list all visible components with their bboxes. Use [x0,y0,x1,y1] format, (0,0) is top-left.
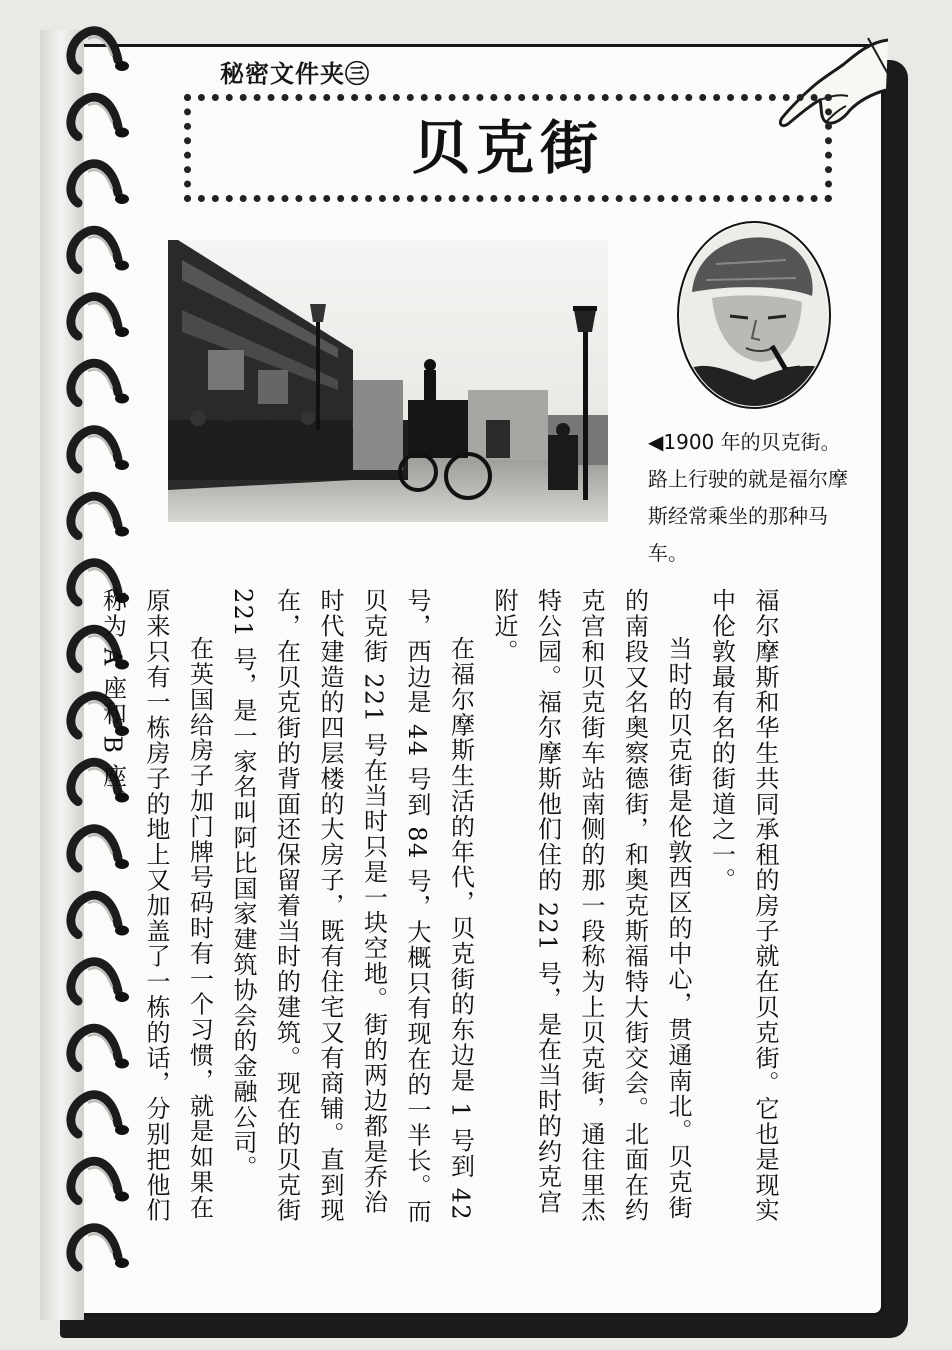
folder-label: 秘密文件夹㊂ [220,60,370,88]
binding-hole [115,261,129,271]
page-title: 贝克街 [411,114,604,182]
binding-hole [115,194,129,204]
binding-hole [115,61,129,71]
binding-hole [115,394,129,404]
binding-hole [115,460,129,470]
street-scene-photo [168,240,608,522]
binding-hole [115,327,129,337]
paragraph-2: 当时的贝克街是伦敦西区的中心，贯通南北。贝克街的南段又名奥察德街，和奥克斯福特大街交会。北面在约克宫和贝克街车站南侧的那一段称为上贝克街，通往里杰特公园。福尔摩斯他们住的 221 号，是在当时的约克宫附近。 [490,588,692,1223]
paragraph-1: 福尔摩斯和华生共同承租的房子就在贝克街。它也是现实中伦敦最有名的街道之一。 [707,588,779,1223]
photo-caption: ◀1900 年的贝克街。路上行驶的就是福尔摩斯经常乘坐的那种马车。 [648,430,848,565]
binding-hole [115,1258,129,1268]
article-body [98,588,786,1238]
binding-hole [115,527,129,537]
paragraph-4: 在英国给房子加门牌号码时有一个习惯，就是如果在原来只有一栋房子的地上又加盖了一栋的话，分别把他们称为 A 座和 B 座。 [98,588,214,1223]
binding-hole [115,128,129,138]
sherlock-holmes-portrait [676,220,832,410]
paragraph-3: 在福尔摩斯生活的年代，贝克街的东边是 1 号到 42 号，西边是 44 号到 84 号，大概只有现在的一半长。而贝克街 221 号在当时只是一块空地。街的两边都是乔治时代建造的四层楼的大房子，既有住宅又有商铺。直到现在，在贝克街的背面还保留着当时的建筑。现在的贝克街 221 号，是一家名叫阿比国家建筑协会的金融公司。 [229,588,475,1225]
